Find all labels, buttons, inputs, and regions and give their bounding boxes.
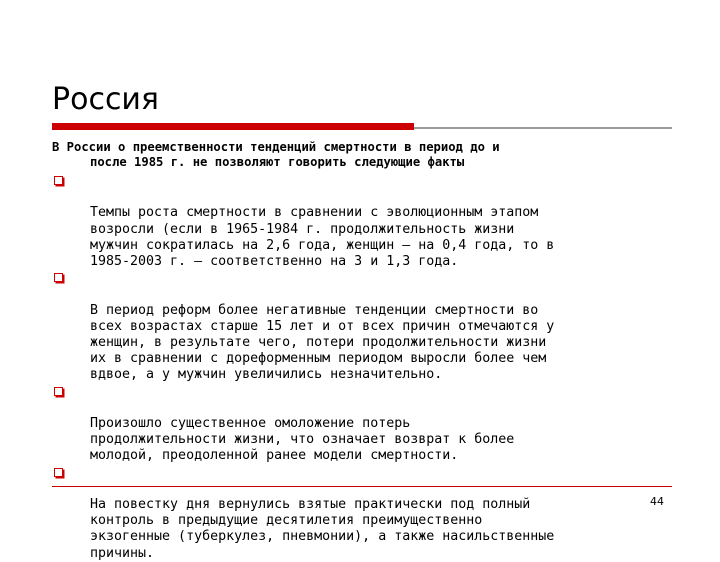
square-bullet-icon xyxy=(54,273,63,282)
square-bullet-icon xyxy=(54,468,63,477)
slide-title: Россия xyxy=(52,82,159,117)
bullet-text: Темпы роста смертности в сравнении с эволюционным этапом возросли (если в 1965-1984 г. продолжительность жизни мужчин сократилась на 2,6 года, женщин – на 0,4 года, то в 1985-2003 г. – соответственно на 3 и 1,3 года. xyxy=(90,205,555,270)
square-bullet-icon xyxy=(54,176,63,185)
bullet-list xyxy=(52,173,672,562)
bullet-text: Произошло существенное омоложение потерь продолжительности жизни, что означает возврат к более молодой, преодоленной ранее модели смертности. xyxy=(90,416,515,464)
list-item xyxy=(52,270,672,383)
list-item xyxy=(52,173,672,270)
intro-text: В России о преемственности тенденций смертности в период до и после 1985 г. не позволяют говорить следующие факты xyxy=(52,140,500,169)
page-number: 44 xyxy=(650,495,664,508)
bullet-text: В период реформ более негативные тенденции смертности во всех возрастах старше 15 лет и от всех причин отмечаются у женщин, в результате чего, потери продолжительности жизни их в сравнении с дореформенным периодом выросли более чем вдвое, а у мужчин увеличились незначительно. xyxy=(90,302,555,383)
square-bullet-icon xyxy=(54,387,63,396)
list-item xyxy=(52,465,672,562)
footer-divider xyxy=(52,486,672,487)
title-divider-red xyxy=(52,123,414,130)
list-item xyxy=(52,384,672,465)
bullet-text: На повестку дня вернулись взятые практически под полный контроль в предыдущие десятилетия преимущественно экзогенные (туберкулез, пневмонии), а также насильственные причины. xyxy=(90,497,555,561)
